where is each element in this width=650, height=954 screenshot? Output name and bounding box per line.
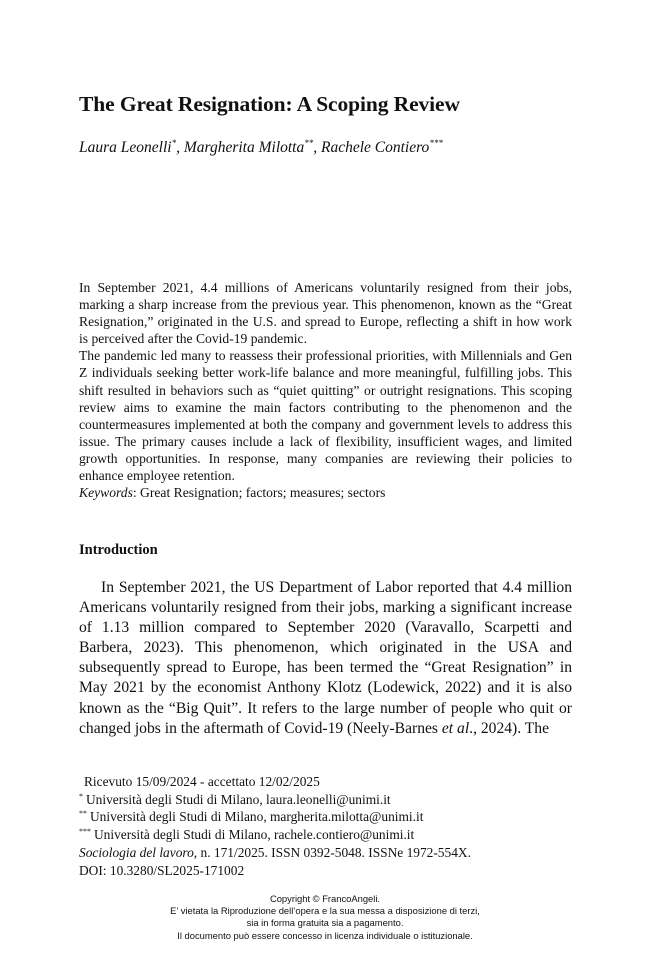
keywords	[79, 484, 572, 501]
intro-text: In September 2021, the US Department of Labor reported that 4.4 million Americans voluntarily resigned from their jobs, marking a significant increase of 1.13 million compared to September 2020 (Varavallo, Scarpetti and Barbera, 2023). This phenomenon, which originated in the USA and subsequently spread to Europe, has been termed the “Great Resignation” in May 2021 by the economist Anthony Klotz (Lodewick, 2022) and it is also known as the “Big Quit”. It refers to the large number of people who quit or changed jobs in the aftermath of Covid-19 (Neely-Barnes	[79, 579, 572, 737]
author-mark: *	[171, 138, 177, 148]
doi: DOI: 10.3280/SL2025-171002	[79, 862, 245, 878]
affiliation-mark: *	[79, 791, 83, 801]
paper-title: The Great Resignation: A Scoping Review	[79, 92, 460, 116]
author-mark: **	[304, 138, 314, 148]
affiliation-text: Università degli Studi di Milano, laura.leonelli@unimi.it	[86, 791, 391, 807]
received-date: Ricevuto 15/09/2024 - accettato 12/02/2025	[84, 774, 320, 789]
copyright-line: E’ vietata la Riproduzione dell’opera e la sua messa a disposizione di terzi,	[170, 905, 480, 917]
abstract-paragraph: The pandemic led many to reassess their professional priorities, with Millennials and Gen Z individuals seeking better work-life balance and more meaningful, fulfilling jobs. This shift resulted in behaviors such as “quiet quitting” or outright resignations. This scoping review aims to examine the main factors contributing to the phenomenon and the countermeasures implemented at both the company and government levels to address this issue. The primary causes include a lack of flexibility, insufficient wages, and limited growth opportunities. In response, many companies are reviewing their policies to enhance employee retention.	[79, 348, 572, 484]
affiliation-text: Università degli Studi di Milano, margherita.milotta@unimi.it	[90, 809, 424, 825]
keywords-label: Keywords	[79, 485, 133, 501]
affiliation-mark: **	[79, 809, 87, 819]
intro-tail: ., 2024). The	[469, 719, 550, 737]
abstract	[79, 279, 572, 501]
copyright-line: Il documento può essere concesso in licenza individuale o istituzionale.	[177, 929, 473, 941]
intro-et-al: et al	[441, 719, 470, 737]
journal-details: , n. 171/2025. ISSN 0392-5048. ISSNe 1972-554X.	[193, 844, 471, 860]
affiliation-text: Università degli Studi di Milano, rachele.contiero@unimi.it	[94, 827, 415, 843]
author-mark: ***	[429, 138, 443, 148]
copyright-notice	[0, 893, 650, 942]
journal-title: Sociologia del lavoro	[79, 844, 194, 860]
author-name: Margherita Milotta	[183, 139, 305, 156]
affiliation-mark: ***	[79, 827, 91, 837]
affiliation-note	[79, 791, 579, 809]
author-name: Rachele Contiero	[320, 139, 430, 156]
footnotes	[79, 773, 579, 879]
author-list: Laura Leonelli*, Margherita Milotta**, Rachele Contiero***	[79, 138, 443, 156]
section-heading: Introduction	[79, 542, 158, 558]
copyright-line: Copyright © FrancoAngeli.	[269, 893, 381, 904]
journal-citation	[79, 844, 579, 862]
affiliation-note	[79, 826, 579, 844]
copyright-line: sia in forma gratuita sia a pagamento.	[246, 917, 404, 929]
abstract-paragraph: In September 2021, 4.4 millions of Americans voluntarily resigned from their jobs, marking a sharp increase from the previous year. This phenomenon, known as the “Great Resignation,” originated in the U.S. and spread to Europe, reflecting a shift in how work is perceived after the Covid-19 pandemic.	[79, 280, 572, 347]
intro-paragraph	[79, 578, 572, 739]
author-name: Laura Leonelli	[79, 139, 172, 156]
keywords-list: : Great Resignation; factors; measures; sectors	[132, 485, 386, 501]
affiliation-note	[79, 808, 579, 826]
